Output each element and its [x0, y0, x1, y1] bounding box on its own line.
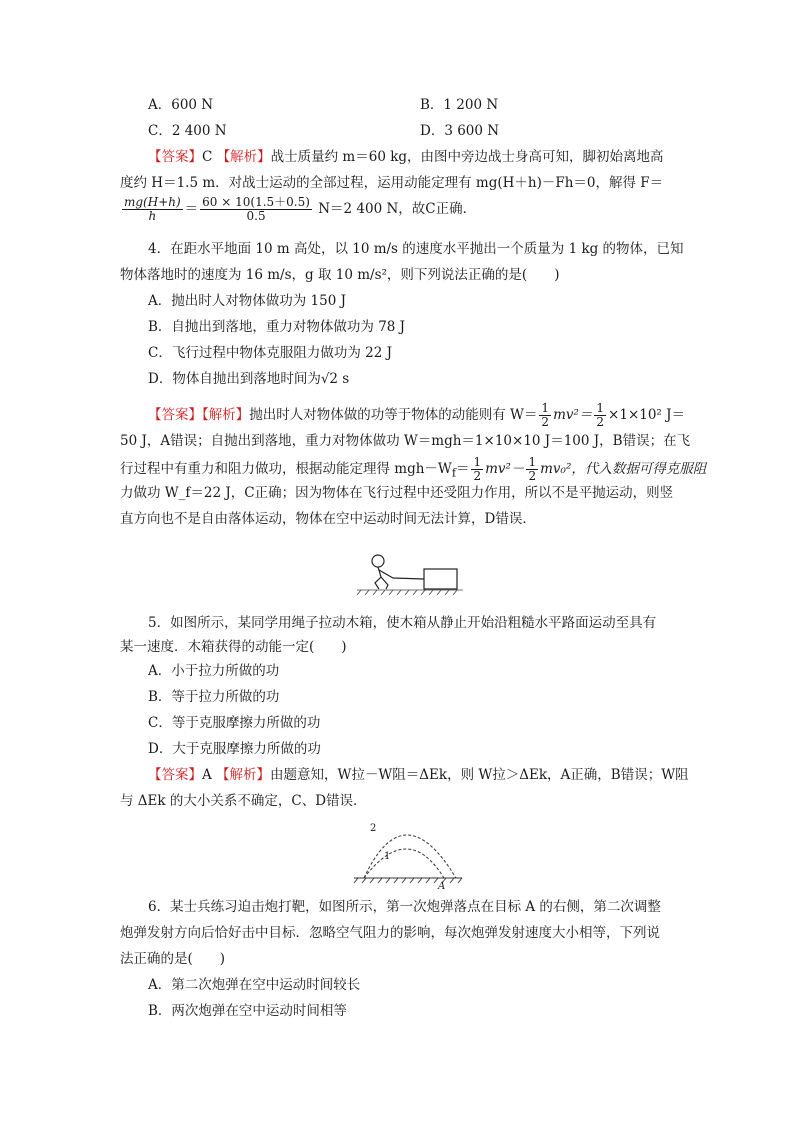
q4-option-d: D．物体自抛出到落地时间为√2 s — [148, 371, 350, 387]
q4-analysis-line-2: 50 J，A错误；自抛出到落地，重力对物体做功 W＝mgh＝1×10×10 J＝100 J，B错误；在飞 — [120, 433, 691, 449]
target-label-a: A — [438, 881, 446, 892]
q4-analysis-line-4: 力做功 W_f＝22 J，C正确；因为物体在飞行过程中还受阻力作用，所以不是平抛运动，则竖 — [120, 485, 674, 501]
q4-analysis-line-5: 直方向也不是自由落体运动，物体在空中运动时间无法计算，D错误． — [120, 511, 536, 527]
q5-option-a: A．小于拉力所做的功 — [148, 663, 280, 679]
q3-analysis-line-3: $\frac{mg(H+h)}{h}$ ＝ $\frac{60 \times 10(1.5+0.5)}{0.5}$ N＝2 400 N，故C正确． — [124, 195, 477, 223]
q6-stem-line-2: 炮弹发射方向后恰好击中目标．忽略空气阻力的影响，每次炮弹发射速度大小相等，下列说 — [120, 925, 660, 941]
fraction-1: $\frac{mg(H+h)}{h}$ — [124, 195, 181, 223]
q3-option-d: D．3 600 N — [420, 123, 500, 139]
q5-answer-line-1: 【答案】A 【解析】由题意知，W拉－W阻＝ΔEk，则 W拉＞ΔEk，A正确，B错误；W阻 — [148, 767, 689, 783]
pulling-box-figure — [355, 552, 465, 598]
trajectory-label-2: 2 — [370, 823, 377, 834]
q4-analysis-line-3: 行过程中有重力和阻力做功，根据动能定理得 $mgh-W_f=$ $\frac{1}{2}$ mv²－ $\frac{1}{2}$ mv₀²，代入数据可得克服阻 — [120, 455, 707, 483]
q3-answer-line-1 — [148, 148, 664, 166]
answer-tag: 【答案】 — [148, 149, 202, 165]
q4-option-c: C．飞行过程中物体克服阻力做功为 22 J — [148, 345, 393, 361]
q4-option-a: A．抛出时人对物体做功为 150 J — [148, 293, 347, 309]
q5-stem-line-2: 某一速度．木箱获得的动能一定( ) — [120, 639, 347, 655]
q6-stem-line-1: 6．某士兵练习迫击炮打靶，如图所示，第一次炮弹落点在目标 A 的右侧，第二次调整 — [148, 899, 661, 915]
q3-analysis-line-2: 度约 H＝1.5 m．对战士运动的全部过程，运用动能定理有 mg(H＋h)－Fh＝0，解得 F＝ — [120, 175, 664, 191]
q3-option-c: C．2 400 N — [148, 123, 227, 139]
analysis-text: 战士质量约 m＝60 kg，由图中旁边战士身高可知，脚初始离地高 — [270, 149, 664, 165]
q4-stem-line-1: 4．在距水平地面 10 m 高处，以 10 m/s 的速度水平抛出一个质量为 1 kg 的物体，已知 — [148, 241, 684, 257]
q6-stem-line-3: 法正确的是( ) — [120, 951, 226, 967]
trajectory-label-1: 1 — [384, 851, 391, 862]
answer-value: C — [202, 149, 213, 165]
q5-option-d: D．大于克服摩擦力所做的功 — [148, 741, 321, 757]
analysis-tag: 【解析】 — [216, 149, 271, 165]
q4-stem-line-2: 物体落地时的速度为 16 m/s，g 取 10 m/s²，则下列说法正确的是( ) — [120, 267, 560, 283]
q3-option-a: A．600 N — [148, 97, 214, 113]
q5-stem-line-1: 5．如图所示，某同学用绳子拉动木箱，使木箱从静止开始沿粗糙水平路面运动至具有 — [148, 615, 657, 631]
q6-option-a: A．第二次炮弹在空中运动时间较长 — [148, 977, 361, 993]
q5-analysis-line-2: 与 ΔEk 的大小关系不确定，C、D错误． — [120, 793, 367, 809]
q5-option-c: C．等于克服摩擦力所做的功 — [148, 715, 321, 731]
q4-answer-line-1: 【答案】【解析】抛出时人对物体做的功等于物体的动能则有 W＝ $\frac{1}{2}$ mv²＝ $\frac{1}{2}$ ×1×10² J＝ — [148, 401, 686, 429]
q4-option-b: B．自抛出到落地，重力对物体做功为 78 J — [148, 319, 406, 335]
trajectory-figure — [350, 810, 466, 886]
q6-option-b: B．两次炮弹在空中运动时间相等 — [148, 1003, 347, 1019]
fraction-2: $\frac{60 \times 10(1.5+0.5)}{0.5}$ — [202, 195, 310, 223]
q3-option-b: B．1 200 N — [420, 97, 499, 113]
q5-option-b: B．等于拉力所做的功 — [148, 689, 280, 705]
